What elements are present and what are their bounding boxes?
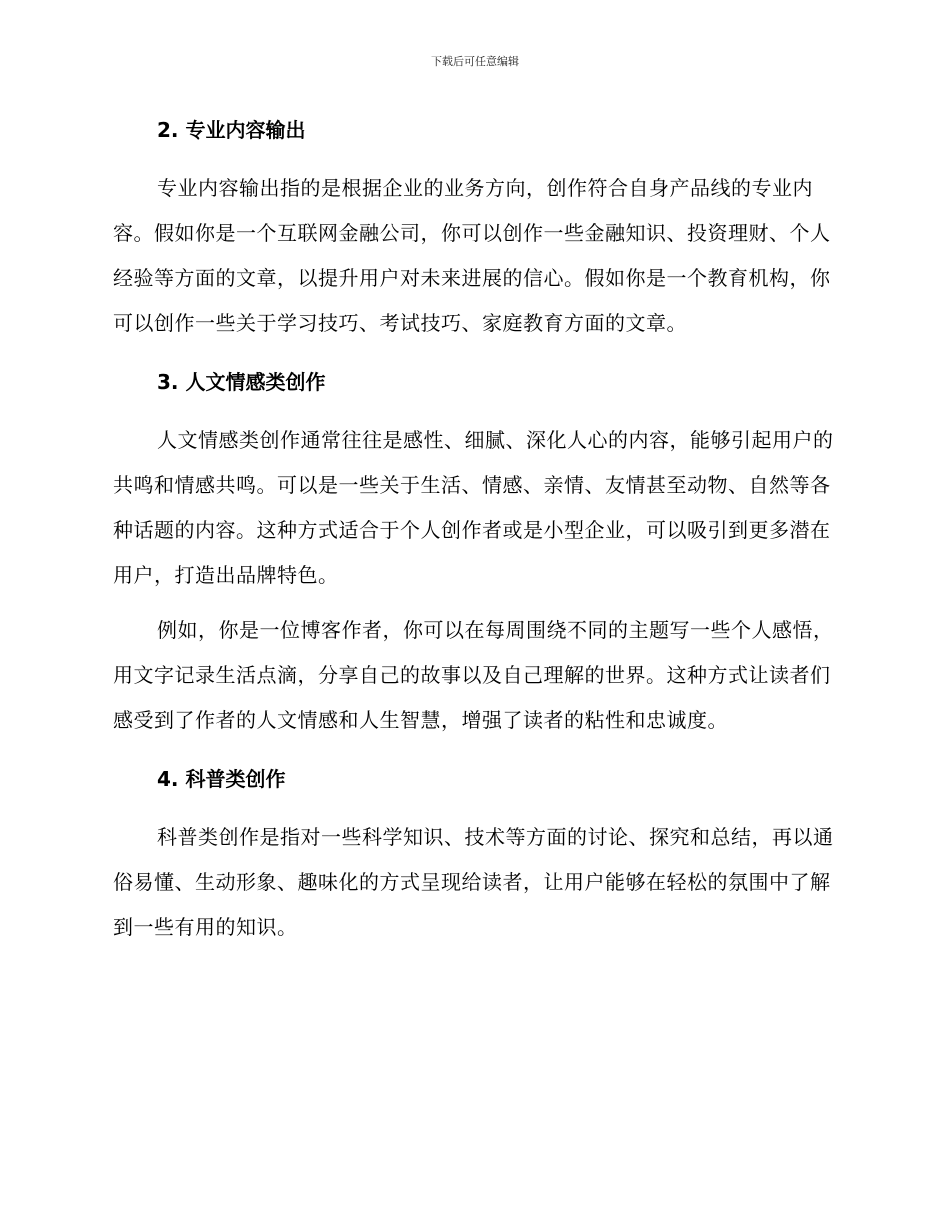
paragraph-humanistic-emotion: 人文情感类创作通常往往是感性、细腻、深化人心的内容，能够引起用户的共鸣和情感共鸣。可以是一些关于生活、情感、亲情、友情甚至动物、自然等各种话题的内容。这种方式适合于个人创作者或是小型企业，可以吸引到更多潜在用户，打造出品牌特色。 xyxy=(113,428,834,587)
document-body xyxy=(113,112,835,950)
paragraph-professional-content: 专业内容输出指的是根据企业的业务方向，创作符合自身产品线的专业内容。假如你是一个互联网金融公司，你可以创作一些金融知识、投资理财、个人经验等方面的文章，以提升用户对未来进展的信心。假如你是一个教育机构，你可以创作一些关于学习技巧、考试技巧、家庭教育方面的文章。 xyxy=(113,176,831,335)
section-heading-professional-content: 2. 专业内容输出 xyxy=(157,118,306,142)
section-heading-popular-science: 4. 科普类创作 xyxy=(157,767,286,791)
paragraph-popular-science: 科普类创作是指对一些科学知识、技术等方面的讨论、探究和总结，再以通俗易懂、生动形象、趣味化的方式呈现给读者，让用户能够在轻松的氛围中了解到一些有用的知识。 xyxy=(113,825,834,939)
paragraph-blogger-example: 例如，你是一位博客作者，你可以在每周围绕不同的主题写一些个人感悟，用文字记录生活点滴，分享自己的故事以及自己理解的世界。这种方式让读者们感受到了作者的人文情感和人生智慧，增强了读者的粘性和忠诚度。 xyxy=(113,618,834,732)
page-header: 下载后可任意编辑 xyxy=(431,55,519,68)
section-heading-humanistic-emotion: 3. 人文情感类创作 xyxy=(157,370,326,394)
